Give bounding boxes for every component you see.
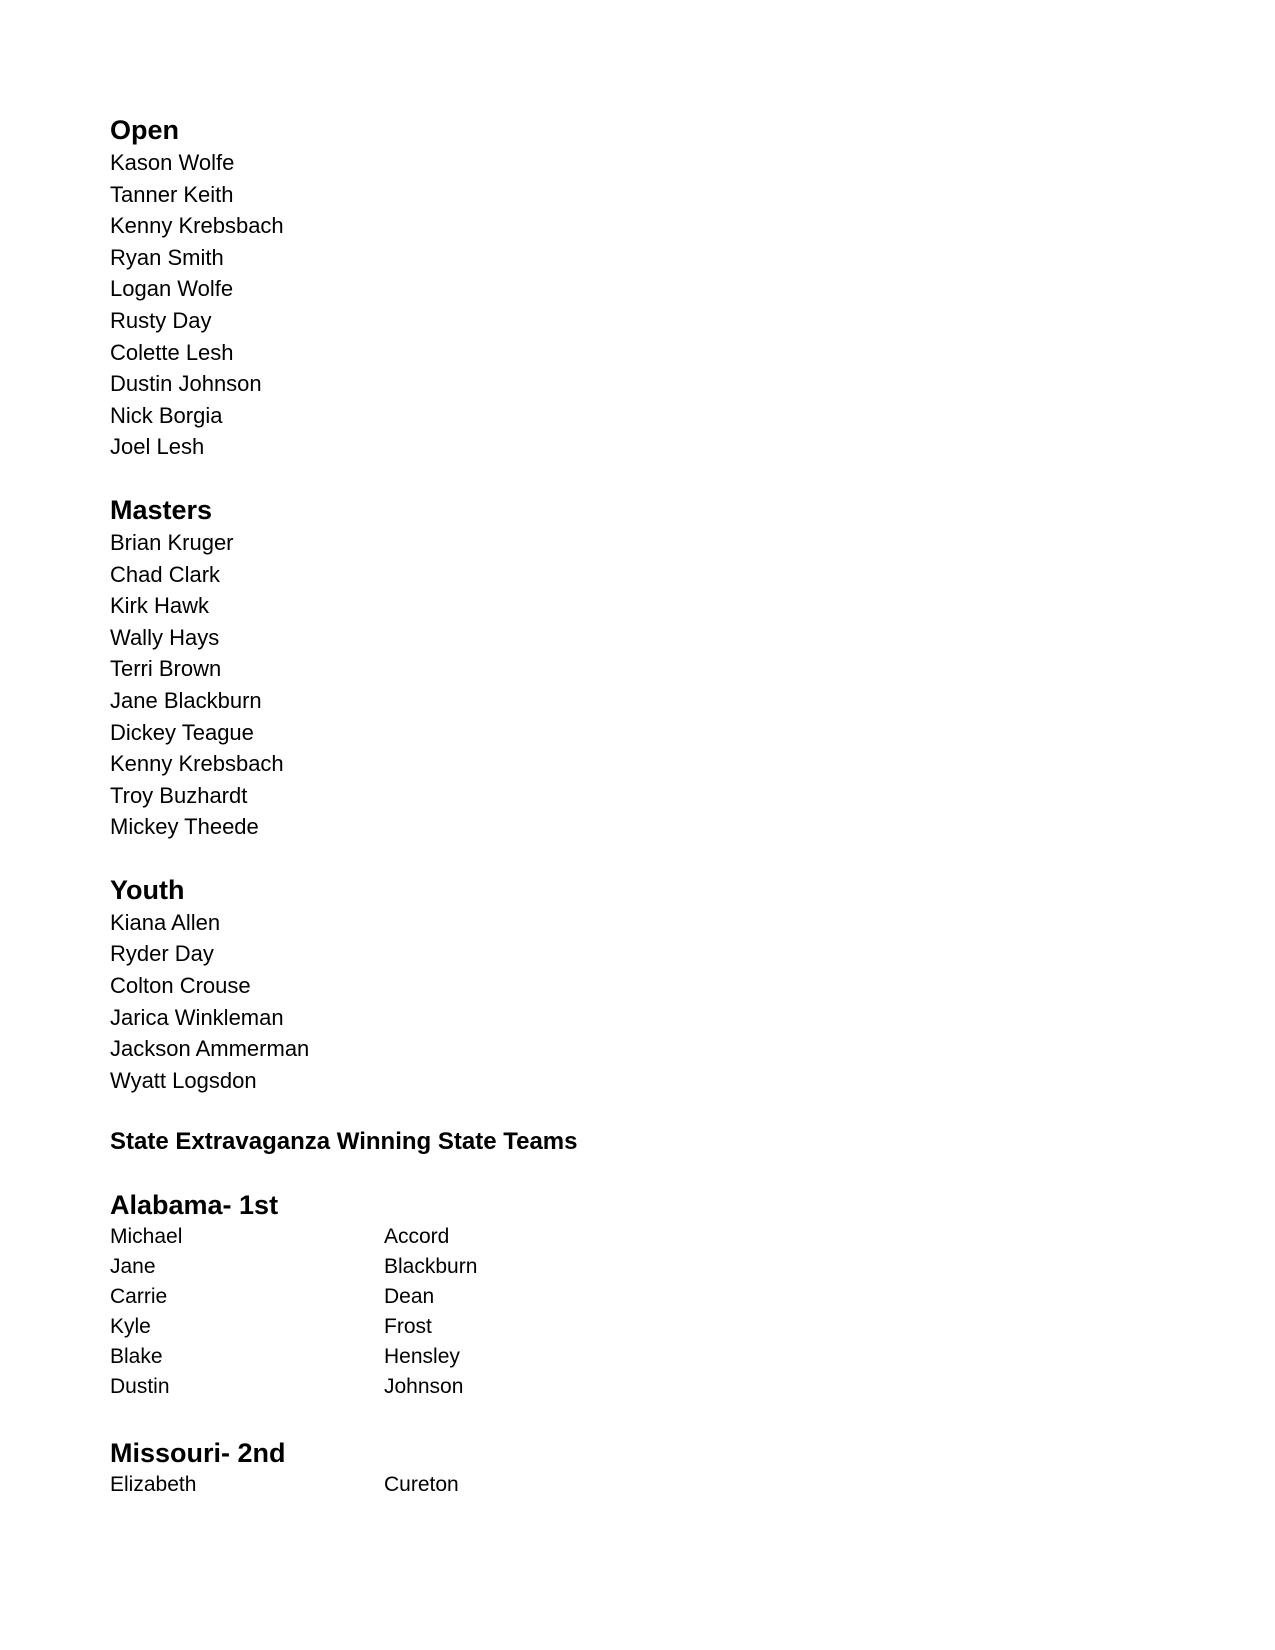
document-page bbox=[110, 113, 1170, 1500]
last-name: Accord bbox=[384, 1225, 450, 1249]
team-title-alabama: Alabama- 1st bbox=[110, 1190, 279, 1221]
list-item: Colton Crouse bbox=[110, 973, 251, 999]
team-alabama bbox=[110, 1188, 1170, 1402]
section-title-masters: Masters bbox=[110, 494, 213, 525]
spacer bbox=[110, 843, 1170, 873]
spacer bbox=[110, 1096, 1170, 1124]
table-row bbox=[110, 1222, 1170, 1252]
table-row bbox=[110, 1312, 1170, 1342]
team-roster-missouri bbox=[110, 1470, 1170, 1500]
list-item: Kenny Krebsbach bbox=[110, 751, 284, 777]
open-name-list bbox=[110, 147, 1170, 463]
list-item: Wally Hays bbox=[110, 624, 220, 650]
open-section bbox=[110, 113, 1170, 463]
first-name: Dustin bbox=[110, 1375, 170, 1399]
list-item: Chad Clark bbox=[110, 561, 221, 587]
list-item: Kason Wolfe bbox=[110, 150, 235, 175]
list-item: Kiana Allen bbox=[110, 909, 221, 935]
team-title-missouri: Missouri- 2nd bbox=[110, 1438, 286, 1469]
youth-section bbox=[110, 873, 1170, 1097]
spacer bbox=[110, 463, 1170, 493]
list-item: Kirk Hawk bbox=[110, 593, 210, 619]
list-item: Jarica Winkleman bbox=[110, 1004, 284, 1030]
last-name: Blackburn bbox=[384, 1255, 478, 1279]
list-item: Brian Kruger bbox=[110, 529, 234, 555]
list-item: Joel Lesh bbox=[110, 434, 205, 460]
last-name: Dean bbox=[384, 1285, 435, 1309]
masters-name-list bbox=[110, 527, 1170, 843]
table-row bbox=[110, 1342, 1170, 1372]
spacer bbox=[110, 1160, 1170, 1188]
list-item: Ryan Smith bbox=[110, 244, 224, 270]
first-name: Jane bbox=[110, 1255, 156, 1279]
first-name: Elizabeth bbox=[110, 1473, 197, 1497]
list-item: Dustin Johnson bbox=[110, 371, 262, 397]
table-row bbox=[110, 1282, 1170, 1312]
first-name: Michael bbox=[110, 1225, 183, 1249]
list-item: Mickey Theede bbox=[110, 814, 259, 840]
youth-name-list bbox=[110, 907, 1170, 1097]
list-item: Nick Borgia bbox=[110, 402, 223, 428]
list-item: Kenny Krebsbach bbox=[110, 213, 284, 239]
list-item: Terri Brown bbox=[110, 656, 222, 682]
last-name: Frost bbox=[384, 1315, 432, 1339]
list-item: Jane Blackburn bbox=[110, 687, 262, 713]
first-name: Carrie bbox=[110, 1285, 168, 1309]
last-name: Hensley bbox=[384, 1345, 460, 1369]
list-item: Troy Buzhardt bbox=[110, 782, 248, 808]
table-row bbox=[110, 1252, 1170, 1282]
last-name: Cureton bbox=[384, 1473, 459, 1497]
last-name: Johnson bbox=[384, 1375, 464, 1399]
table-row bbox=[110, 1470, 1170, 1500]
list-item: Colette Lesh bbox=[110, 339, 234, 365]
first-name: Kyle bbox=[110, 1315, 151, 1339]
list-item: Dickey Teague bbox=[110, 719, 254, 745]
team-roster-alabama bbox=[110, 1222, 1170, 1402]
masters-section bbox=[110, 493, 1170, 843]
first-name: Blake bbox=[110, 1345, 163, 1369]
list-item: Wyatt Logsdon bbox=[110, 1067, 257, 1093]
list-item: Tanner Keith bbox=[110, 181, 234, 207]
team-missouri bbox=[110, 1436, 1170, 1500]
section-title-open: Open bbox=[110, 115, 180, 145]
list-item: Ryder Day bbox=[110, 941, 214, 967]
list-item: Rusty Day bbox=[110, 307, 212, 333]
section-title-youth: Youth bbox=[110, 874, 185, 905]
spacer bbox=[110, 1402, 1170, 1436]
table-row bbox=[110, 1372, 1170, 1402]
list-item: Jackson Ammerman bbox=[110, 1036, 310, 1062]
extravaganza-title: State Extravaganza Winning State Teams bbox=[110, 1128, 578, 1156]
list-item: Logan Wolfe bbox=[110, 276, 234, 302]
